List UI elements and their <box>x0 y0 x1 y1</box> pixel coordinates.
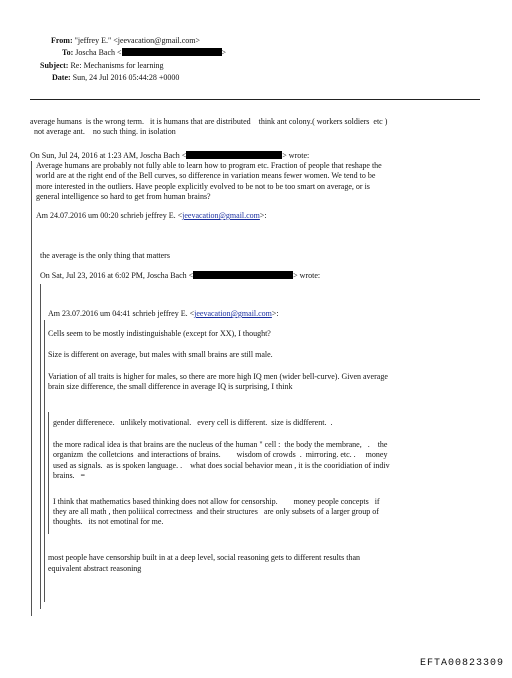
to-suffix: > <box>221 48 227 57</box>
email-link[interactable]: jeevacation@gmail.com <box>194 309 272 318</box>
redaction-box <box>186 151 282 159</box>
header-divider <box>30 99 480 100</box>
quote1-am-line <box>36 211 267 221</box>
quote2-attribution-suffix: > wrote: <box>293 271 321 280</box>
header-from <box>51 36 200 46</box>
quote1-line-4: general intelligence so hard to get from human brains? <box>36 192 211 201</box>
quote3-am-prefix: Am 23.07.2016 um 04:41 schrieb jeffrey E. < <box>48 309 195 318</box>
quote5-line-1: most people have censorship built in at a deep level, social reasoning gets to different results than <box>48 553 360 562</box>
quote1-attribution-suffix: > wrote: <box>282 151 310 160</box>
quote2-attribution-prefix: On Sat, Jul 23, 2016 at 6:02 PM, Joscha Bach < <box>40 271 194 280</box>
reply-top-line-1: average humans is the wrong term. it is humans that are distributed think ant colony.( workers soldiers etc ) <box>30 117 388 126</box>
quote1-am-prefix: Am 24.07.2016 um 00:20 schrieb jeffrey E. < <box>36 211 183 220</box>
quote1-attribution-prefix: On Sun, Jul 24, 2016 at 1:23 AM, Joscha Bach < <box>30 151 187 160</box>
quote3-p2: Size is different on average, but males with small brains are still male. <box>48 350 273 359</box>
header-subject <box>40 61 164 71</box>
quote-bar-level-1 <box>31 161 32 616</box>
header-date <box>52 73 179 83</box>
quote4-p3-line-1: I think that mathematics based thinking does not allow for censorship. money people concepts if <box>53 497 380 506</box>
subject-label: Subject: <box>40 61 69 70</box>
date-value: Sun, 24 Jul 2016 05:44:28 +0000 <box>72 73 180 82</box>
from-label: From: <box>51 36 73 45</box>
quote-bar-level-4 <box>48 412 49 534</box>
quote4-p2-line-1: the more radical idea is that brains are the nucleus of the human " cell : the body the membrane, . the <box>53 440 388 449</box>
subject-value: Re: Mechanisms for learning <box>70 61 164 70</box>
quote4-p2-line-4: brains. = <box>53 471 86 480</box>
quote1-line-2: world are at the right end of the Bell curves, so difference in variation means fewer women. We tend to be <box>36 171 376 180</box>
to-label: To: <box>62 48 74 57</box>
quote1-line-3: more interested in the outliers. Have people explicitly evolved to be not to be too smart on average, or is <box>36 182 370 191</box>
quote3-am-suffix: >: <box>271 309 279 318</box>
quote-bar-level-2 <box>40 284 41 609</box>
quote4-p2-line-3: used as signals. as is spoken language. . what does social behavior mean , it is the cooridiation of indiv <box>53 461 390 470</box>
reply2-text: the average is the only thing that matters <box>40 251 170 260</box>
quote2-attribution <box>40 271 320 281</box>
quote1-am-suffix: >: <box>259 211 267 220</box>
quote3-p1: Cells seem to be mostly indistinguishable (except for XX), I thought? <box>48 329 271 338</box>
email-link[interactable]: jeevacation@gmail.com <box>182 211 260 220</box>
quote1-line-1: Average humans are probably not fully able to learn how to program etc. Fraction of people that reshape the <box>36 161 382 170</box>
quote3-p3-line-1: Variation of all traits is higher for males, so there are more high IQ men (wider bell-curve). Given average <box>48 372 388 381</box>
from-value: "jeffrey E." <jeevacation@gmail.com> <box>74 36 201 45</box>
to-value: Joscha Bach < <box>75 48 122 57</box>
quote5-line-2: equivalent abstract reasoning <box>48 564 142 573</box>
quote1-attribution <box>30 151 309 161</box>
quote4-p1: gender differenece. unlikely motivational. every cell is different. size is didfferent. . <box>53 418 333 427</box>
redaction-box <box>193 271 293 279</box>
redaction-box <box>122 48 222 56</box>
quote4-p2-line-2: organizm the colletcions and interactions of brains. wisdom of crowds . mirroring. etc. . money <box>53 450 388 459</box>
bates-number: EFTA00823309 <box>419 657 504 669</box>
quote4-p3-line-3: thoughts. its not emotinal for me. <box>53 517 164 526</box>
quote3-am-line <box>48 309 279 319</box>
reply-top-line-2: not average ant. no such thing. in isolation <box>34 127 176 136</box>
quote-bar-level-5 <box>44 550 45 580</box>
quote4-p3-line-2: they are all math , then poliiical correctness and their structures are only subsets of a larger group of <box>53 507 379 516</box>
date-label: Date: <box>52 73 71 82</box>
header-to <box>62 48 226 58</box>
quote3-p3-line-2: brain size difference, the small difference in average IQ is surprising, I think <box>48 382 293 391</box>
